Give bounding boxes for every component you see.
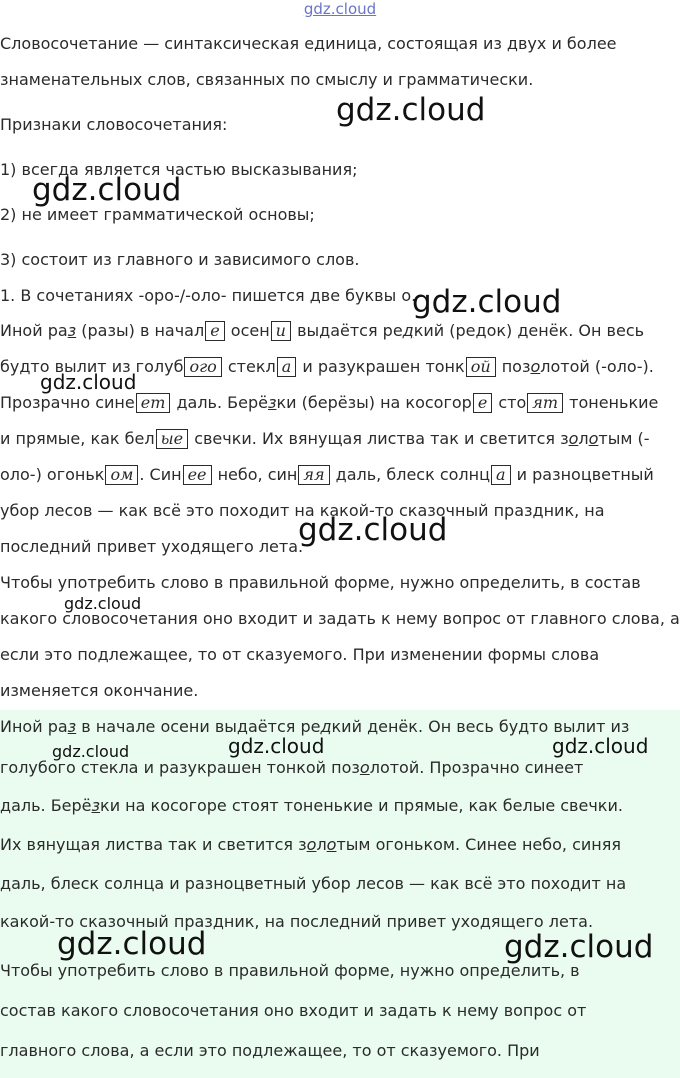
feature-item: 2) не имеет грамматической основы; [0,205,315,224]
answer-line: голубого стекла и разукрашен тонкой позолотой. Прозрачно синеет [0,758,584,777]
answer-line: Их вянущая листва так и светится золотым огоньком. Синее небо, синяя [0,835,621,854]
letter-box: яя [298,465,329,485]
watermark: gdz.cloud [52,742,130,761]
letter-box: ят [527,393,563,413]
watermark: gdz.cloud [412,284,562,320]
exercise-rule: 1. В сочетаниях -оро-/-оло- пишется две буквы о. [0,286,417,305]
definition-line: Словосочетание — синтаксическая единица, состоящая из двух и более [0,34,617,53]
answer-line: даль, блеск солнца и разноцветный убор лесов — как всё это походит на [0,874,627,893]
exercise-line: оло-) огоньк ом . Син ее небо, син яя даль, блеск солнц а и разноцветный [0,465,654,484]
answer-line: состав какого словосочетания оно входит и задать к нему вопрос от [0,1001,587,1020]
answer-line: даль. Берёзки на косогоре стоят тоненькие и прямые, как белые свечки. [0,796,623,815]
exercise-line: Прозрачно сине ет даль. Берёзки (берёзы) на косогор е сто ят тоненькие [0,393,659,412]
exercise-line: и прямые, как бел ые свечки. Их вянущая листва так и светится золотым (- [0,429,650,448]
watermark: gdz.cloud [298,512,448,548]
letter-box: ет [136,393,171,413]
answer-line: какой-то сказочный праздник, на последний привет уходящего лета. [0,912,594,931]
header-watermark[interactable]: gdz.cloud [303,0,377,18]
answer-line: главного слова, а если это подлежащее, то от сказуемого. При [0,1041,540,1060]
letter-box: а [277,357,297,377]
watermark: gdz.cloud [40,370,137,394]
watermark: gdz.cloud [336,92,486,128]
watermark: gdz.cloud [504,929,654,965]
letter-box: ее [183,465,212,485]
explanation-line: Чтобы употребить слово в правильной форме, нужно определить, в состав [0,573,641,592]
definition-line: знаменательных слов, связанных по смыслу и грамматически. [0,70,534,89]
letter-box: а [491,465,511,485]
exercise-line: Иной раз (разы) в начал е осен и выдаётся редкий (редок) денёк. Он весь [0,321,645,340]
features-heading: Признаки словосочетания: [0,115,228,134]
answer-line: Чтобы употребить слово в правильной форме, нужно определить, в [0,961,580,980]
explanation-line: какого словосочетания оно входит и задать к нему вопрос от главного слова, а [0,609,680,628]
exercise-line: последний привет уходящего лета. [0,537,304,556]
exercise-line: убор лесов — как всё это походит на какой-то сказочный праздник, на [0,501,605,520]
exercise-line: будто вылит из голуб ого стекл а и разукрашен тонк ой позолотой (-оло-). [0,357,654,376]
letter-box: е [205,321,224,341]
watermark: gdz.cloud [64,594,142,613]
feature-item: 3) состоит из главного и зависимого слов. [0,250,360,269]
watermark: gdz.cloud [228,734,325,758]
answer-line: Иной раз в начале осени выдаётся редкий денёк. Он весь будто вылит из [0,717,630,736]
letter-box: ом [105,465,138,485]
letter-box: е [473,393,492,413]
watermark: gdz.cloud [552,734,649,758]
explanation-line: изменяется окончание. [0,681,199,700]
feature-item: 1) всегда является частью высказывания; [0,160,358,179]
letter-box: ого [184,357,221,377]
letter-box: ые [156,429,189,449]
watermark: gdz.cloud [32,172,182,208]
explanation-line: если это подлежащее, то от сказуемого. При изменении формы слова [0,645,600,664]
watermark: gdz.cloud [57,926,207,962]
letter-box: и [271,321,291,341]
letter-box: ой [466,357,496,377]
